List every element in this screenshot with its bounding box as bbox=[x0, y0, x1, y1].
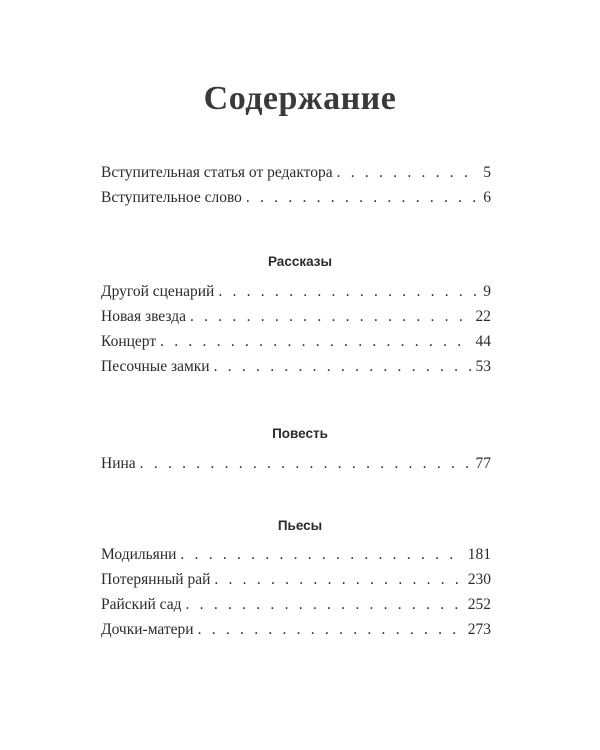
toc-stories-list bbox=[101, 283, 491, 383]
section-heading-stories: Рассказы bbox=[267, 254, 333, 269]
toc-entry-label: Вступительное слово bbox=[101, 189, 242, 206]
toc-entry-page: 77 bbox=[475, 455, 491, 472]
dot-leader bbox=[190, 308, 472, 326]
toc-entry bbox=[101, 621, 491, 646]
toc-entry-label: Модильяни bbox=[101, 546, 177, 563]
toc-entry-label: Концерт bbox=[101, 333, 157, 350]
page-title: Содержание bbox=[203, 80, 397, 117]
toc-entry-page: 5 bbox=[483, 164, 491, 181]
toc-entry-page: 252 bbox=[467, 596, 491, 613]
toc-novella-list bbox=[101, 455, 491, 480]
toc-intro-list bbox=[101, 164, 491, 214]
toc-entry-page: 22 bbox=[475, 308, 491, 325]
dot-leader bbox=[214, 571, 463, 589]
toc-entry bbox=[101, 283, 491, 308]
dot-leader bbox=[337, 164, 480, 182]
toc-entry bbox=[101, 596, 491, 621]
toc-entry bbox=[101, 455, 491, 480]
toc-entry-label: Потерянный рай bbox=[101, 571, 211, 588]
toc-entry-label: Райский сад bbox=[101, 596, 182, 613]
dot-leader bbox=[246, 189, 479, 207]
toc-entry bbox=[101, 571, 491, 596]
toc-entry bbox=[101, 308, 491, 333]
toc-entry-label: Другой сценарий bbox=[101, 283, 215, 300]
toc-entry-label: Новая звезда bbox=[101, 308, 186, 325]
dot-leader bbox=[180, 546, 463, 564]
toc-entry bbox=[101, 358, 491, 383]
toc-plays-list bbox=[101, 546, 491, 646]
toc-entry-label: Нина bbox=[101, 455, 136, 472]
toc-entry-page: 6 bbox=[483, 189, 491, 206]
dot-leader bbox=[186, 596, 464, 614]
dot-leader bbox=[160, 333, 471, 351]
toc-entry-label: Вступительная статья от редактора bbox=[101, 164, 333, 181]
toc-entry-page: 53 bbox=[475, 358, 491, 375]
toc-entry-page: 230 bbox=[467, 571, 491, 588]
dot-leader bbox=[198, 621, 464, 639]
dot-leader bbox=[218, 283, 479, 301]
toc-entry-page: 44 bbox=[475, 333, 491, 350]
toc-entry bbox=[101, 164, 491, 189]
toc-entry-page: 9 bbox=[483, 283, 491, 300]
toc-entry bbox=[101, 333, 491, 358]
section-heading-novella: Повесть bbox=[272, 426, 328, 441]
toc-entry-label: Песочные замки bbox=[101, 358, 210, 375]
toc-entry-page: 273 bbox=[467, 621, 491, 638]
toc-entry bbox=[101, 189, 491, 214]
toc-entry bbox=[101, 546, 491, 571]
toc-entry-page: 181 bbox=[467, 546, 491, 563]
toc-entry-label: Дочки-матери bbox=[101, 621, 194, 638]
dot-leader bbox=[140, 455, 472, 473]
dot-leader bbox=[214, 358, 472, 376]
section-heading-plays: Пьесы bbox=[277, 518, 323, 533]
